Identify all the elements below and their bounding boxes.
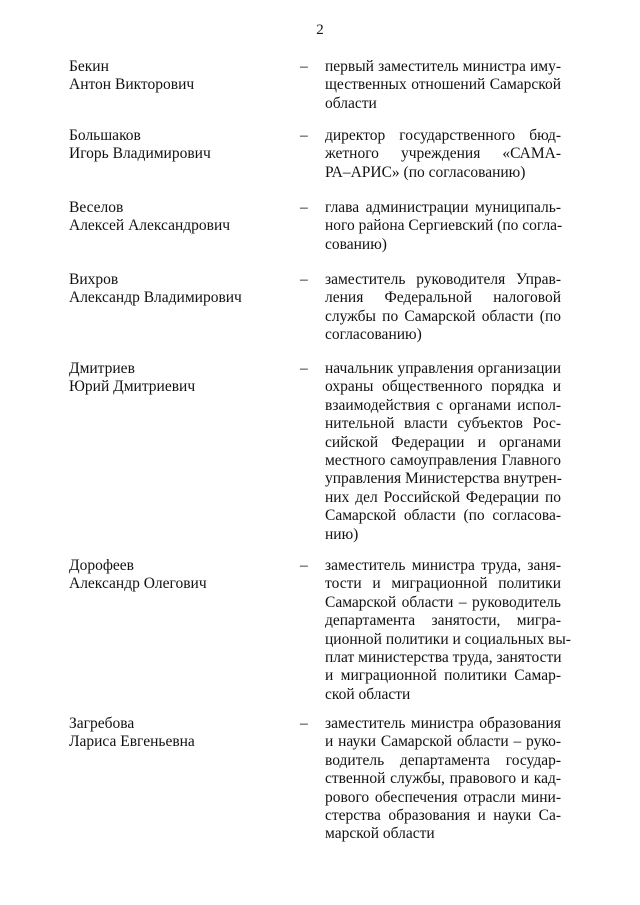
member-given-names: Лариса Евгеньевна [69,733,195,751]
member-role [325,199,561,254]
page-number: 2 [316,22,324,38]
member-given-names: Алексей Александрович [69,217,231,235]
role-line: заместитель министра образования [325,715,561,732]
role-line: ственной службы, правового и кад- [325,770,561,788]
role-line: сийской Федерации и органами [325,433,561,451]
member-name [69,58,289,95]
member-surname: Загребова [69,715,135,732]
role-line: щественных отношений Самарской [325,76,561,94]
dash-separator: – [300,360,308,377]
member-given-names: Антон Викторович [69,76,195,94]
member-given-names: Александр Олегович [69,575,207,593]
role-line: ской области [325,685,411,703]
role-line: заместитель руководителя Управ- [325,271,561,288]
member-surname: Вихров [69,271,119,288]
role-line: ного района Сергиевский (по согла- [325,217,563,235]
role-line: водитель департамента государ- [325,751,561,769]
member-surname: Бекин [69,58,109,75]
role-line: тости и миграционной политики [325,575,561,593]
member-surname: Большаков [69,127,141,144]
role-line: службы по Самарской области (по [325,307,561,325]
role-line: Самарской области (по согласова- [325,507,561,525]
member-given-names: Александр Владимирович [69,289,242,307]
member-name [69,127,289,164]
dash-separator: – [300,271,308,288]
role-line: ления Федеральной налоговой [325,289,561,307]
role-line: директор государственного бюд- [325,127,561,144]
member-name [69,271,289,308]
role-line: согласованию) [325,326,422,344]
role-line: глава администрации муниципаль- [325,199,561,216]
role-line: плат министерства труда, занятости [325,649,562,667]
dash-separator: – [300,58,308,75]
member-role [325,271,561,345]
role-line: рового обеспечения отрасли мини- [325,788,561,806]
role-line: области [325,94,377,112]
member-role [325,360,561,544]
role-line: первый заместитель министра иму- [325,58,561,75]
role-line: Самарской области – руководитель [325,593,561,611]
member-name [69,715,289,752]
dash-separator: – [300,127,308,144]
role-line: жетного учреждения «САМА- [325,145,561,163]
role-line: стерства образования и науки Са- [325,807,561,825]
role-line: марской области [325,825,435,843]
member-role [325,127,561,182]
role-line: начальник управления организации [325,360,561,377]
role-line: и науки Самарской области – руко- [325,733,561,751]
role-line: охраны общественного порядка и [325,378,561,396]
role-line: нительной власти субъектов Рос- [325,415,561,433]
member-surname: Веселов [69,199,124,216]
role-line: и миграционной политики Самар- [325,667,561,685]
dash-separator: – [300,199,308,216]
member-surname: Дорофеев [69,557,134,574]
member-name [69,360,289,397]
role-line: местного самоуправления Главного [325,452,561,470]
role-line: нию) [325,525,359,543]
member-given-names: Игорь Владимирович [69,145,211,163]
role-line: них дел Российской Федерации по [325,488,561,506]
member-role [325,557,571,704]
member-surname: Дмитриев [69,360,135,377]
dash-separator: – [300,557,308,574]
role-line: сованию) [325,235,387,253]
role-line: управления Министерства внутрен- [325,470,562,488]
member-role [325,715,561,844]
role-line: департамента занятости, мигра- [325,612,561,630]
role-line: ционной политики и социальных вы- [325,630,571,648]
member-name [69,199,289,236]
role-line: взаимодействия с органами испол- [325,396,561,414]
dash-separator: – [300,715,308,732]
member-role [325,58,561,113]
member-given-names: Юрий Дмитриевич [69,378,196,396]
role-line: РА–АРИС» (по согласованию) [325,163,526,181]
member-name [69,557,289,594]
role-line: заместитель министра труда, заня- [325,557,561,574]
